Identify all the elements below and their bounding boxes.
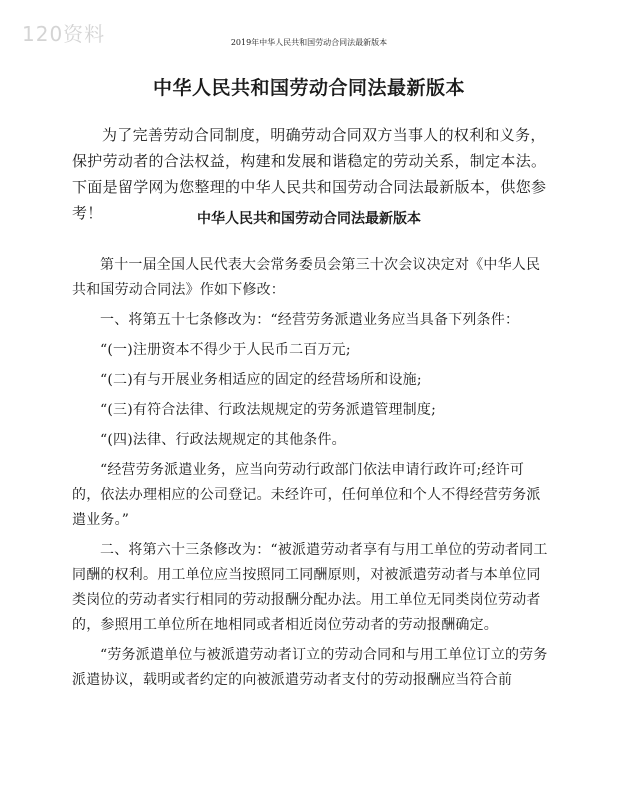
document-body [72, 253, 548, 698]
section-subtitle: 中华人民共和国劳动合同法最新版本 [197, 211, 421, 227]
running-header: 2019年中华人民共和国劳动合同法最新版本 [230, 38, 388, 47]
paragraph-remuneration: “劳务派遣单位与被派遣劳动者订立的劳动合同和与用工单位订立的劳务派遣协议，载明或者约定的向被派遣劳动者支付的劳动报酬应当符合前 [72, 647, 548, 688]
paragraph-article-63: 二、将第六十三条修改为：“被派遣劳动者享有与用工单位的劳动者同工同酬的权利。用工单位应当按照同工同酬原则，对被派遣劳动者与本单位同类岗位的劳动者实行相同的劳动报酬分配办法。用工单位无同类岗位劳动者的，参照用工单位所在地相同或者相近岗位劳动者的劳动报酬确定。 [72, 542, 548, 633]
watermark: 120资料 [22, 22, 106, 46]
page-title: 中华人民共和国劳动合同法最新版本 [152, 77, 465, 99]
paragraph-licensing: “经营劳务派遣业务，应当向劳动行政部门依法申请行政许可;经许可的，依法办理相应的公司登记。未经许可，任何单位和个人不得经营劳务派遣业务。” [72, 462, 541, 528]
paragraph-condition-2: “(二)有与开展业务相适应的固定的经营场所和设施; [100, 372, 422, 388]
paragraph-condition-1: “(一)注册资本不得少于人民币二百万元; [100, 342, 351, 358]
intro-paragraph: 为了完善劳动合同制度，明确劳动合同双方当事人的权利和义务，保护劳动者的合法权益，构建和发展和谐稳定的劳动关系，制定本法。下面是留学网为您整理的中华人民共和国劳动合同法最新版本，供您参考！ [72, 126, 547, 222]
paragraph-preamble: 第十一届全国人民代表大会常务委员会第三十次会议决定对《中华人民共和国劳动合同法》作如下修改： [72, 257, 541, 298]
paragraph-article-57: 一、将第五十七条修改为：“经营劳务派遣业务应当具备下列条件： [100, 312, 520, 328]
paragraph-condition-4: “(四)法律、行政法规规定的其他条件。 [100, 432, 346, 448]
paragraph-condition-3: “(三)有符合法律、行政法规规定的劳务派遣管理制度; [100, 402, 436, 418]
